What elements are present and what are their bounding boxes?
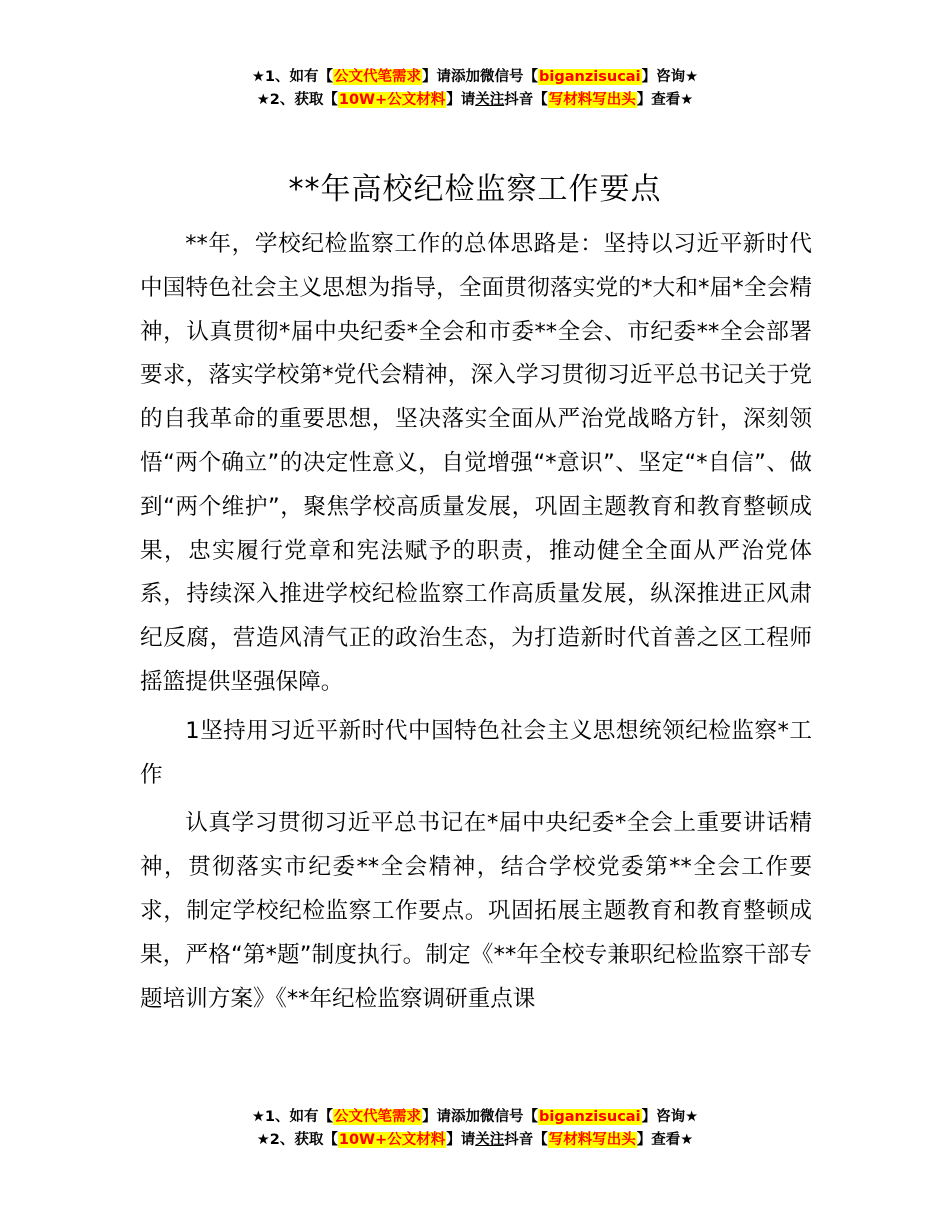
underlined-text: 关注 (475, 1132, 505, 1148)
banner-text: ★1、如有【 (251, 69, 334, 85)
banner-text: 】请 (446, 92, 476, 108)
highlight-text: 10W+公文材料 (338, 1132, 446, 1148)
highlight-text: 写材料写出头 (548, 1132, 636, 1148)
banner-text: 】查看★ (636, 92, 694, 108)
banner-text: 】请添加微信号【 (422, 1109, 539, 1125)
wechat-id-highlight: biganzisucai (539, 69, 641, 85)
header-banner (0, 66, 950, 112)
banner-line-2 (0, 89, 950, 112)
banner-line-2 (0, 1129, 950, 1152)
document-title: **年高校纪检监察工作要点 (288, 172, 662, 207)
banner-text: ★2、获取【 (256, 1132, 338, 1148)
banner-text: 】查看★ (636, 1132, 694, 1148)
highlight-text: 公文代笔需求 (334, 69, 422, 85)
banner-line-1 (0, 1106, 950, 1129)
document-body (140, 223, 812, 1021)
banner-text: 抖音【 (504, 1132, 548, 1148)
banner-text: ★2、获取【 (256, 92, 338, 108)
banner-text: 抖音【 (504, 92, 548, 108)
section-heading: 1坚持用习近平新时代中国特色社会主义思想统领纪检监察*工作 (140, 717, 812, 788)
banner-text: ★1、如有【 (251, 1109, 334, 1125)
banner-text: 】请添加微信号【 (422, 69, 539, 85)
footer-banner (0, 1106, 950, 1152)
body-paragraph: 认真学习贯彻习近平总书记在*届中央纪委*全会上重要讲话精神，贯彻落实市纪委**全会精神，结合学校党委第**全会工作要求，制定学校纪检监察工作要点。巩固拓展主题教育和教育整顿成果，严格“第*题”制度执行。制定《**年全校专兼职纪检监察干部专题培训方案》《**年纪检监察调研重点课 (140, 810, 812, 1012)
highlight-text: 10W+公文材料 (338, 92, 446, 108)
highlight-text: 写材料写出头 (548, 92, 636, 108)
wechat-id-highlight: biganzisucai (539, 1109, 641, 1125)
highlight-text: 公文代笔需求 (334, 1109, 422, 1125)
banner-line-1 (0, 66, 950, 89)
underlined-text: 关注 (475, 92, 505, 108)
banner-text: 】请 (446, 1132, 476, 1148)
banner-text: 】咨询★ (641, 1109, 699, 1125)
body-paragraph: **年，学校纪检监察工作的总体思路是：坚持以习近平新时代中国特色社会主义思想为指导，全面贯彻落实党的*大和*届*全会精神，认真贯彻*届中央纪委*全会和市委**全会、市纪委**全会部署要求，落实学校第*党代会精神，深入学习贯彻习近平总书记关于党的自我革命的重要思想，坚决落实全面从严治党战略方针，深刻领悟“两个确立”的决定性意义，自觉增强“*意识”、坚定“*自信”、做到“两个维护”，聚焦学校高质量发展，巩固主题教育和教育整顿成果，忠实履行党章和宪法赋予的职责，推动健全全面从严治党体系，持续深入推进学校纪检监察工作高质量发展，纵深推进正风肃纪反腐，营造风清气正的政治生态，为打造新时代首善之区工程师摇篮提供坚强保障。 (140, 231, 812, 695)
banner-text: 】咨询★ (641, 69, 699, 85)
